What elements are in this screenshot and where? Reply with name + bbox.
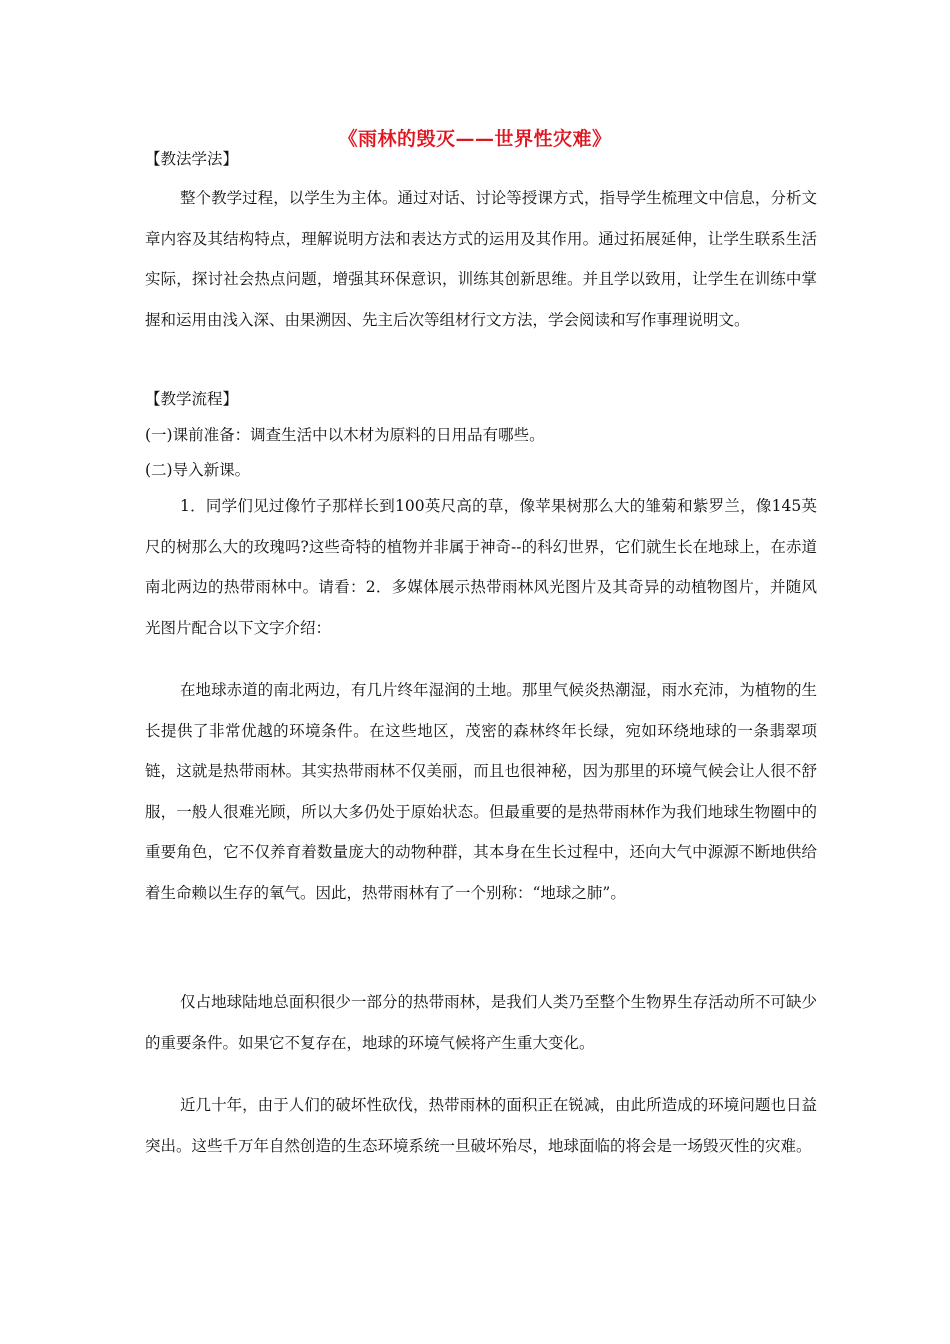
section-heading-process: 【教学流程】: [145, 390, 239, 408]
paragraph-intro: 1．同学们见过像竹子那样长到100英尺高的草，像苹果树那么大的雏菊和紫罗兰，像145英尺的树那么大的玫瑰吗?这些奇特的植物并非属于神奇--的科幻世界，它们就生长在地球上，在赤道南北两边的热带雨林中。请看：2．多媒体展示热带雨林风光图片及其奇异的动植物图片，并随风光图片配合以下文字介绍：: [145, 497, 817, 637]
step-preparation: (一)课前准备：调查生活中以木材为原料的日用品有哪些。: [145, 426, 545, 444]
step-introduction: (二)导入新课。: [145, 461, 251, 479]
paragraph-rainforest-destruction: 近几十年，由于人们的破坏性砍伐，热带雨林的面积正在锐减，由此所造成的环境问题也日益突出。这些千万年自然创造的生态环境系统一旦破坏殆尽，地球面临的将会是一场毁灭性的灾难。: [145, 1096, 817, 1155]
document-title: 《雨林的毁灭——世界性灾难》: [338, 128, 612, 150]
paragraph-methods: 整个教学过程，以学生为主体。通过对话、讨论等授课方式，指导学生梳理文中信息，分析文章内容及其结构特点，理解说明方法和表达方式的运用及其作用。通过拓展延伸，让学生联系生活实际，探讨社会热点问题，增强其环保意识，训练其创新思维。并且学以致用，让学生在训练中掌握和运用由浅入深、由果溯因、先主后次等组材行文方法，学会阅读和写作事理说明文。: [145, 189, 817, 329]
section-heading-methods: 【教法学法】: [145, 150, 239, 168]
paragraph-rainforest-importance: 仅占地球陆地总面积很少一部分的热带雨林，是我们人类乃至整个生物界生存活动所不可缺少的重要条件。如果它不复存在，地球的环境气候将产生重大变化。: [145, 993, 817, 1052]
paragraph-rainforest-description: 在地球赤道的南北两边，有几片终年湿润的土地。那里气候炎热潮湿，雨水充沛，为植物的生长提供了非常优越的环境条件。在这些地区，茂密的森林终年长绿，宛如环绕地球的一条翡翠项链，这就是热带雨林。其实热带雨林不仅美丽，而且也很神秘，因为那里的环境气候会让人很不舒服，一般人很难光顾，所以大多仍处于原始状态。但最重要的是热带雨林作为我们地球生物圈中的重要角色，它不仅养育着数量庞大的动物种群，其本身在生长过程中，还向大气中源源不断地供给着生命赖以生存的氧气。因此，热带雨林有了一个别称：“地球之肺”。: [145, 681, 817, 902]
